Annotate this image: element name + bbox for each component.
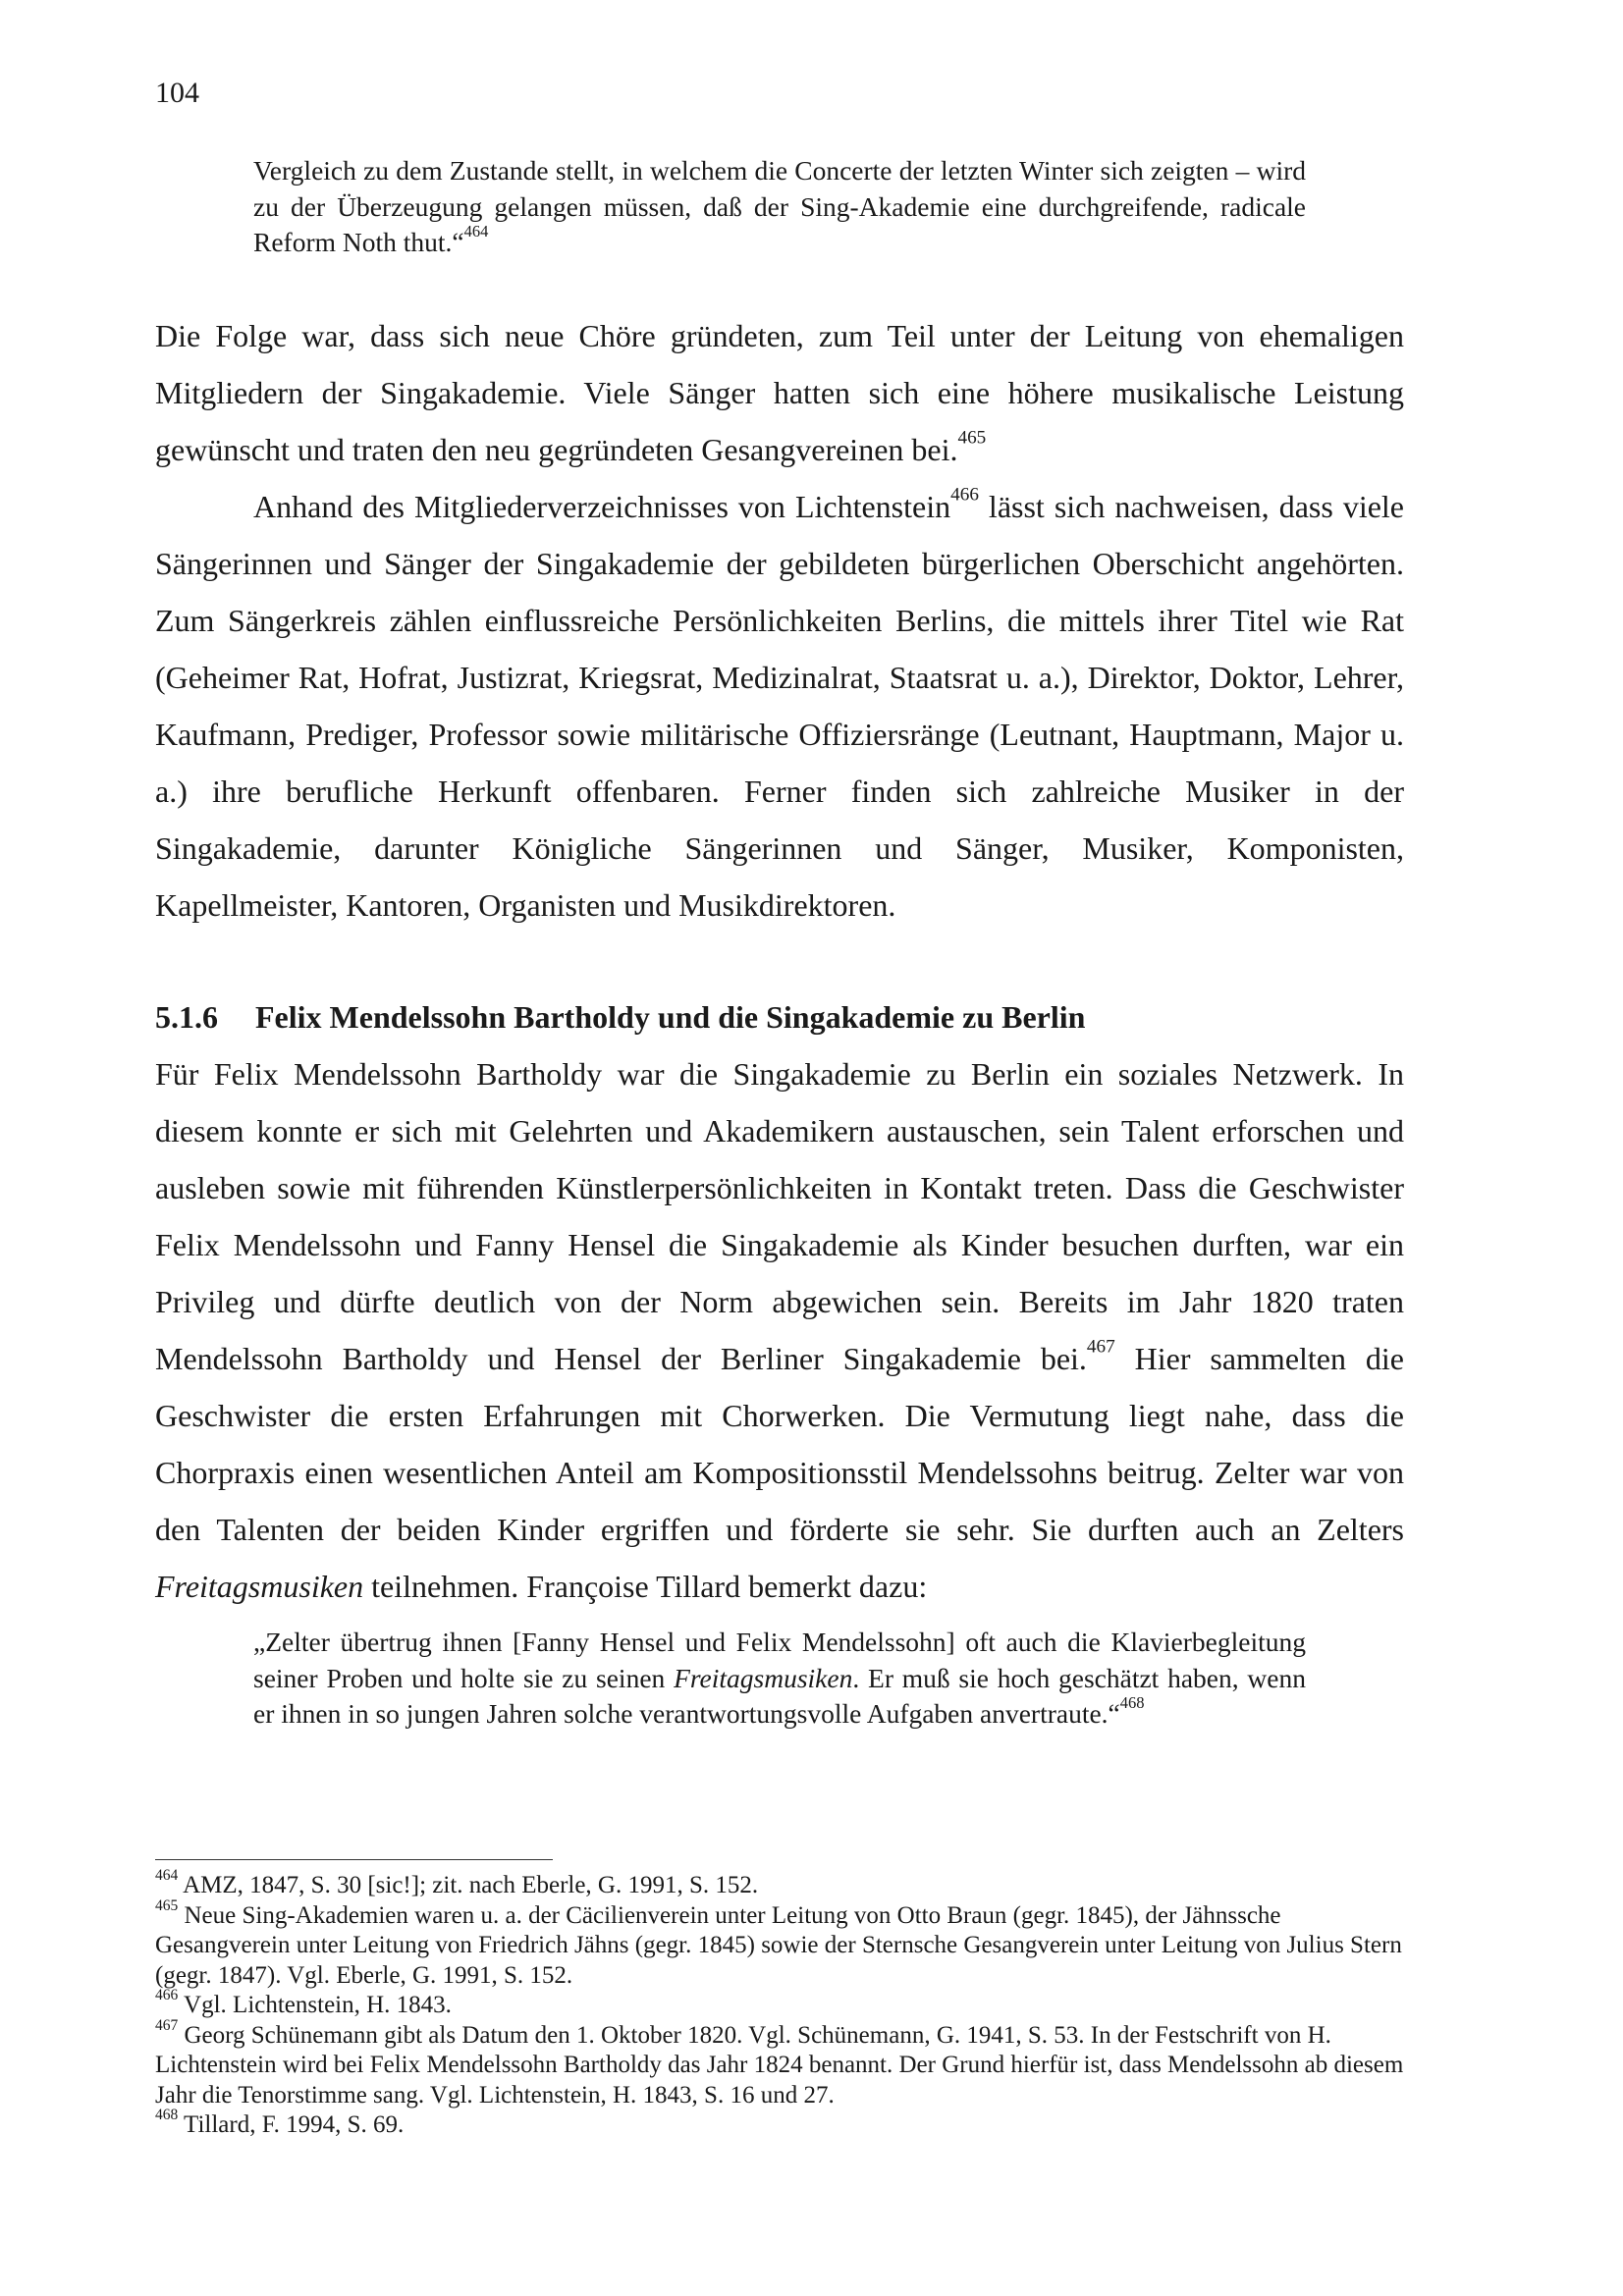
footnotes-section — [155, 1866, 1404, 2141]
paragraph-3 — [155, 1045, 1404, 1615]
paragraph-2-text-b: lässt sich nachweisen, dass viele Sängerinnen und Sänger der Singakademie der gebildeten bürgerlichen Oberschicht angehörten. Zum Sängerkreis zählen einflussreiche Persönlichkeiten Berlins, die mittels ihrer Titel wie Rat (Geheimer Rat, Hofrat, Justizrat, Kriegsrat, Medizinalrat, Staatsrat u. a.), Direktor, Doktor, Lehrer, Kaufmann, Prediger, Professor sowie militärische Offiziersränge (Leutnant, Hauptmann, Major u. a.) ihre berufliche Herkunft offenbaren. Ferner finden sich zahlreiche Musiker in der Singakademie, darunter Königliche Sängerinnen und Sänger, Musiker, Komponisten, Kapellmeister, Kantoren, Organisten und Musikdirektoren. — [155, 489, 1405, 923]
footnote-ref-467[interactable]: 467 — [1086, 1336, 1115, 1358]
footnote-465 — [155, 1896, 1404, 1992]
quote-2-text-b: . Er muß sie hoch geschätzt haben, wenn er ihnen in so jungen Jahren solche verantwortungsvolle Aufgaben anvertraute.“ — [253, 1662, 1306, 1729]
paragraph-2-text-a: Anhand des Mitgliederverzeichnisses von Lichtenstein — [253, 489, 951, 524]
page-number: 104 — [155, 77, 199, 109]
paragraph-3-text-c: teilnehmen. Françoise Tillard bemerkt dazu: — [363, 1569, 928, 1604]
paragraph-3-emphasis: Freitagsmusiken — [155, 1569, 364, 1604]
footnote-number: 468 — [155, 2106, 179, 2123]
block-quote-1 — [253, 153, 1306, 261]
footnote-text: AMZ, 1847, S. 30 [sic!]; zit. nach Eberle, G. 1991, S. 152. — [178, 1872, 759, 1898]
block-quote-2 — [253, 1625, 1306, 1733]
footnote-ref-464[interactable]: 464 — [463, 222, 489, 241]
footnote-text: Georg Schünemann gibt als Datum den 1. Oktober 1820. Vgl. Schünemann, G. 1941, S. 53. In der Festschrift von H. Lichtenstein wird bei Felix Mendelssohn Bartholdy das Jahr 1824 benannt. Der Grund hierfür ist, dass Mendelssohn ab diesem Jahr die Tenorstimme sang. Vgl. Lichtenstein, H. 1843, S. 16 und 27. — [155, 2021, 1404, 2109]
footnote-number: 464 — [155, 1866, 179, 1884]
paragraph-1-text: Die Folge war, dass sich neue Chöre gründeten, zum Teil unter der Leitung von ehemaligen Mitgliedern der Singakademie. Viele Sänger hatten sich eine höhere musikalische Leistung gewünscht und traten den neu gegründeten Gesangvereinen bei. — [155, 318, 1404, 467]
section-number: 5.1.6 — [155, 999, 218, 1035]
paragraph-1 — [155, 307, 1404, 478]
footnote-ref-465[interactable]: 465 — [957, 427, 987, 449]
footnote-text: Tillard, F. 1994, S. 69. — [178, 2111, 405, 2138]
footnote-text: Vgl. Lichtenstein, H. 1843. — [178, 1992, 452, 2018]
footnote-467 — [155, 2016, 1404, 2111]
footnote-separator — [155, 1859, 553, 1860]
quote-1-text: Vergleich zu dem Zustande stellt, in welchem die Concerte der letzten Winter sich zeigten – wird zu der Überzeugung gelangen müssen, daß der Sing-Akademie eine durchgreifende, radicale Reform Noth thut.“ — [253, 155, 1306, 257]
section-title: Felix Mendelssohn Bartholdy und die Singakademie zu Berlin — [255, 999, 1086, 1035]
footnote-464 — [155, 1866, 1404, 1901]
footnote-ref-466[interactable]: 466 — [950, 484, 979, 506]
footnote-number: 465 — [155, 1896, 179, 1914]
paragraph-3-text-b: Hier sammelten die Geschwister die ersten Erfahrungen mit Chorwerken. Die Vermutung liegt nahe, dass die Chorpraxis einen wesentlichen Anteil am Kompositionsstil Mendelssohns beitrug. Zelter war von den Talenten der beiden Kinder ergriffen und förderte sie sehr. Sie durften auch an Zelters — [155, 1341, 1404, 1547]
paragraph-2 — [155, 478, 1404, 934]
footnote-ref-468[interactable]: 468 — [1119, 1693, 1145, 1713]
footnote-number: 467 — [155, 2016, 179, 2034]
footnote-text: Neue Sing-Akademien waren u. a. der Cäcilienverein unter Leitung von Otto Braun (gegr. 1845), der Jähnssche Gesangverein unter Leitung von Friedrich Jähns (gegr. 1845) sowie der Sternsche Gesangverein unter Leitung von Julius Stern (gegr. 1847). Vgl. Eberle, G. 1991, S. 152. — [155, 1901, 1402, 1989]
quote-2-text-a: „Zelter übertrug ihnen [Fanny Hensel und Felix Mendelssohn] oft auch die Klavierbegleitung seiner Proben und holte sie zu seinen — [253, 1627, 1306, 1693]
footnote-468 — [155, 2106, 1404, 2141]
footnote-466 — [155, 1986, 1404, 2021]
paragraph-3-text-a: Für Felix Mendelssohn Bartholdy war die Singakademie zu Berlin ein soziales Netzwerk. In diesem konnte er sich mit Gelehrten und Akademikern austauschen, sein Talent erforschen und ausleben sowie mit führenden Künstlerpersönlichkeiten in Kontakt treten. Dass die Geschwister Felix Mendelssohn und Fanny Hensel die Singakademie als Kinder besuchen durften, war ein Privileg und dürfte deutlich von der Norm abgewichen sein. Bereits im Jahr 1820 traten Mendelssohn Bartholdy und Hensel der Berliner Singakademie bei. — [155, 1056, 1404, 1376]
section-heading — [155, 998, 1085, 1036]
footnote-number: 466 — [155, 1986, 179, 2003]
quote-2-emphasis: Freitagsmusiken — [674, 1662, 853, 1693]
